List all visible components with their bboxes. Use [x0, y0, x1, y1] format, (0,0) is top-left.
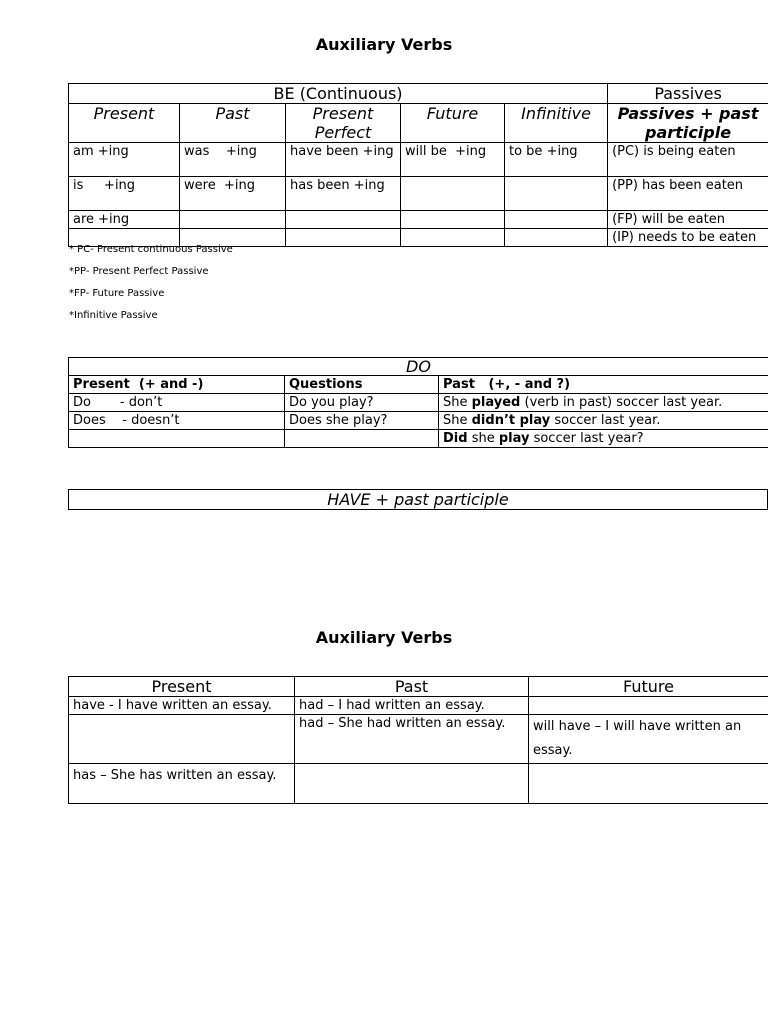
col-header-infinitive: Infinitive [505, 104, 608, 143]
table-cell: had – She had written an essay. [295, 715, 529, 764]
table-cell: has been +ing [286, 177, 401, 211]
bold-text: played [471, 395, 521, 410]
text: she [467, 431, 499, 446]
table-cell [401, 229, 505, 247]
table-row [69, 211, 768, 229]
table-cell: are +ing [69, 211, 180, 229]
text: She [443, 413, 472, 428]
table-cell [529, 697, 768, 715]
table-cell [505, 211, 608, 229]
page-title: Auxiliary Verbs [315, 35, 453, 54]
table-cell [295, 764, 529, 804]
bold-text: play [498, 431, 530, 446]
table-cell: had – I had written an essay. [295, 697, 529, 715]
table-cell: will be +ing [401, 143, 505, 177]
do-table-title: DO [69, 358, 768, 376]
footnote-fp: *FP- Future Passive [69, 288, 165, 299]
col-header-future: Future [529, 677, 768, 697]
do-table [68, 357, 768, 448]
footnote-pp: *PP- Present Perfect Passive [69, 266, 209, 277]
text: She [443, 395, 472, 410]
table-cell: will have – I will have written an essay. [529, 715, 768, 764]
have-header: HAVE + past participle [69, 490, 768, 510]
table-cell: to be +ing [505, 143, 608, 177]
text: soccer last year. [550, 413, 661, 428]
table-cell: has – She has written an essay. [69, 764, 295, 804]
bold-text: Did [443, 431, 468, 446]
table-cell [69, 715, 295, 764]
table-cell [529, 764, 768, 804]
col-header-future: Future [401, 104, 505, 143]
table-cell-rich [439, 430, 768, 448]
section-title: Auxiliary Verbs [315, 628, 453, 647]
table-cell [505, 177, 608, 211]
table-cell [401, 177, 505, 211]
table-cell: have been +ing [286, 143, 401, 177]
col-header-past: Past (+, - and ?) [439, 376, 768, 394]
have-header-table [68, 489, 768, 510]
text: (verb in past) soccer last year. [520, 395, 723, 410]
footnote-ip: *Infinitive Passive [69, 310, 158, 321]
passives-header: Passives [608, 84, 768, 104]
col-header-questions: Questions [285, 376, 439, 394]
table-row [69, 764, 768, 804]
table-row [69, 412, 768, 430]
table-cell [505, 229, 608, 247]
table-row [69, 715, 768, 764]
be-group-header: BE (Continuous) [69, 84, 608, 104]
table-cell: Does she play? [285, 412, 439, 430]
col-header-present-perfect: Present Perfect [286, 104, 401, 143]
table-cell: Does - doesn’t [69, 412, 285, 430]
table-cell: Do - don’t [69, 394, 285, 412]
table-cell: is +ing [69, 177, 180, 211]
table-cell [69, 430, 285, 448]
table-cell: was +ing [180, 143, 286, 177]
footnote-pc: * PC- Present continuous Passive [69, 244, 233, 255]
table-cell [286, 211, 401, 229]
have-column-headers [69, 677, 768, 697]
table-cell [180, 211, 286, 229]
table-row [69, 394, 768, 412]
be-continuous-table [68, 83, 768, 247]
col-header-present: Present [69, 677, 295, 697]
have-tenses-table [68, 676, 768, 804]
table-cell [286, 229, 401, 247]
table-cell: have - I have written an essay. [69, 697, 295, 715]
table-cell [285, 430, 439, 448]
be-column-headers [69, 104, 768, 143]
table-cell [401, 211, 505, 229]
col-header-past: Past [295, 677, 529, 697]
bold-text: didn’t play [471, 413, 551, 428]
table-cell-rich [439, 412, 768, 430]
col-header-present: Present [69, 104, 180, 143]
table-row [69, 143, 768, 177]
table-cell: were +ing [180, 177, 286, 211]
table-row [69, 697, 768, 715]
table-cell-rich [439, 394, 768, 412]
table-cell: (PP) has been eaten [608, 177, 768, 211]
do-column-headers [69, 376, 768, 394]
col-header-passives-past-participle: Passives + past participle [608, 104, 768, 143]
table-cell: (FP) will be eaten [608, 211, 768, 229]
table-cell: Do you play? [285, 394, 439, 412]
col-header-present: Present (+ and -) [69, 376, 285, 394]
col-header-past: Past [180, 104, 286, 143]
table-row [69, 430, 768, 448]
text: soccer last year? [529, 431, 644, 446]
table-cell: (PC) is being eaten [608, 143, 768, 177]
table-row [69, 177, 768, 211]
table-cell: am +ing [69, 143, 180, 177]
table-cell: (IP) needs to be eaten [608, 229, 768, 247]
